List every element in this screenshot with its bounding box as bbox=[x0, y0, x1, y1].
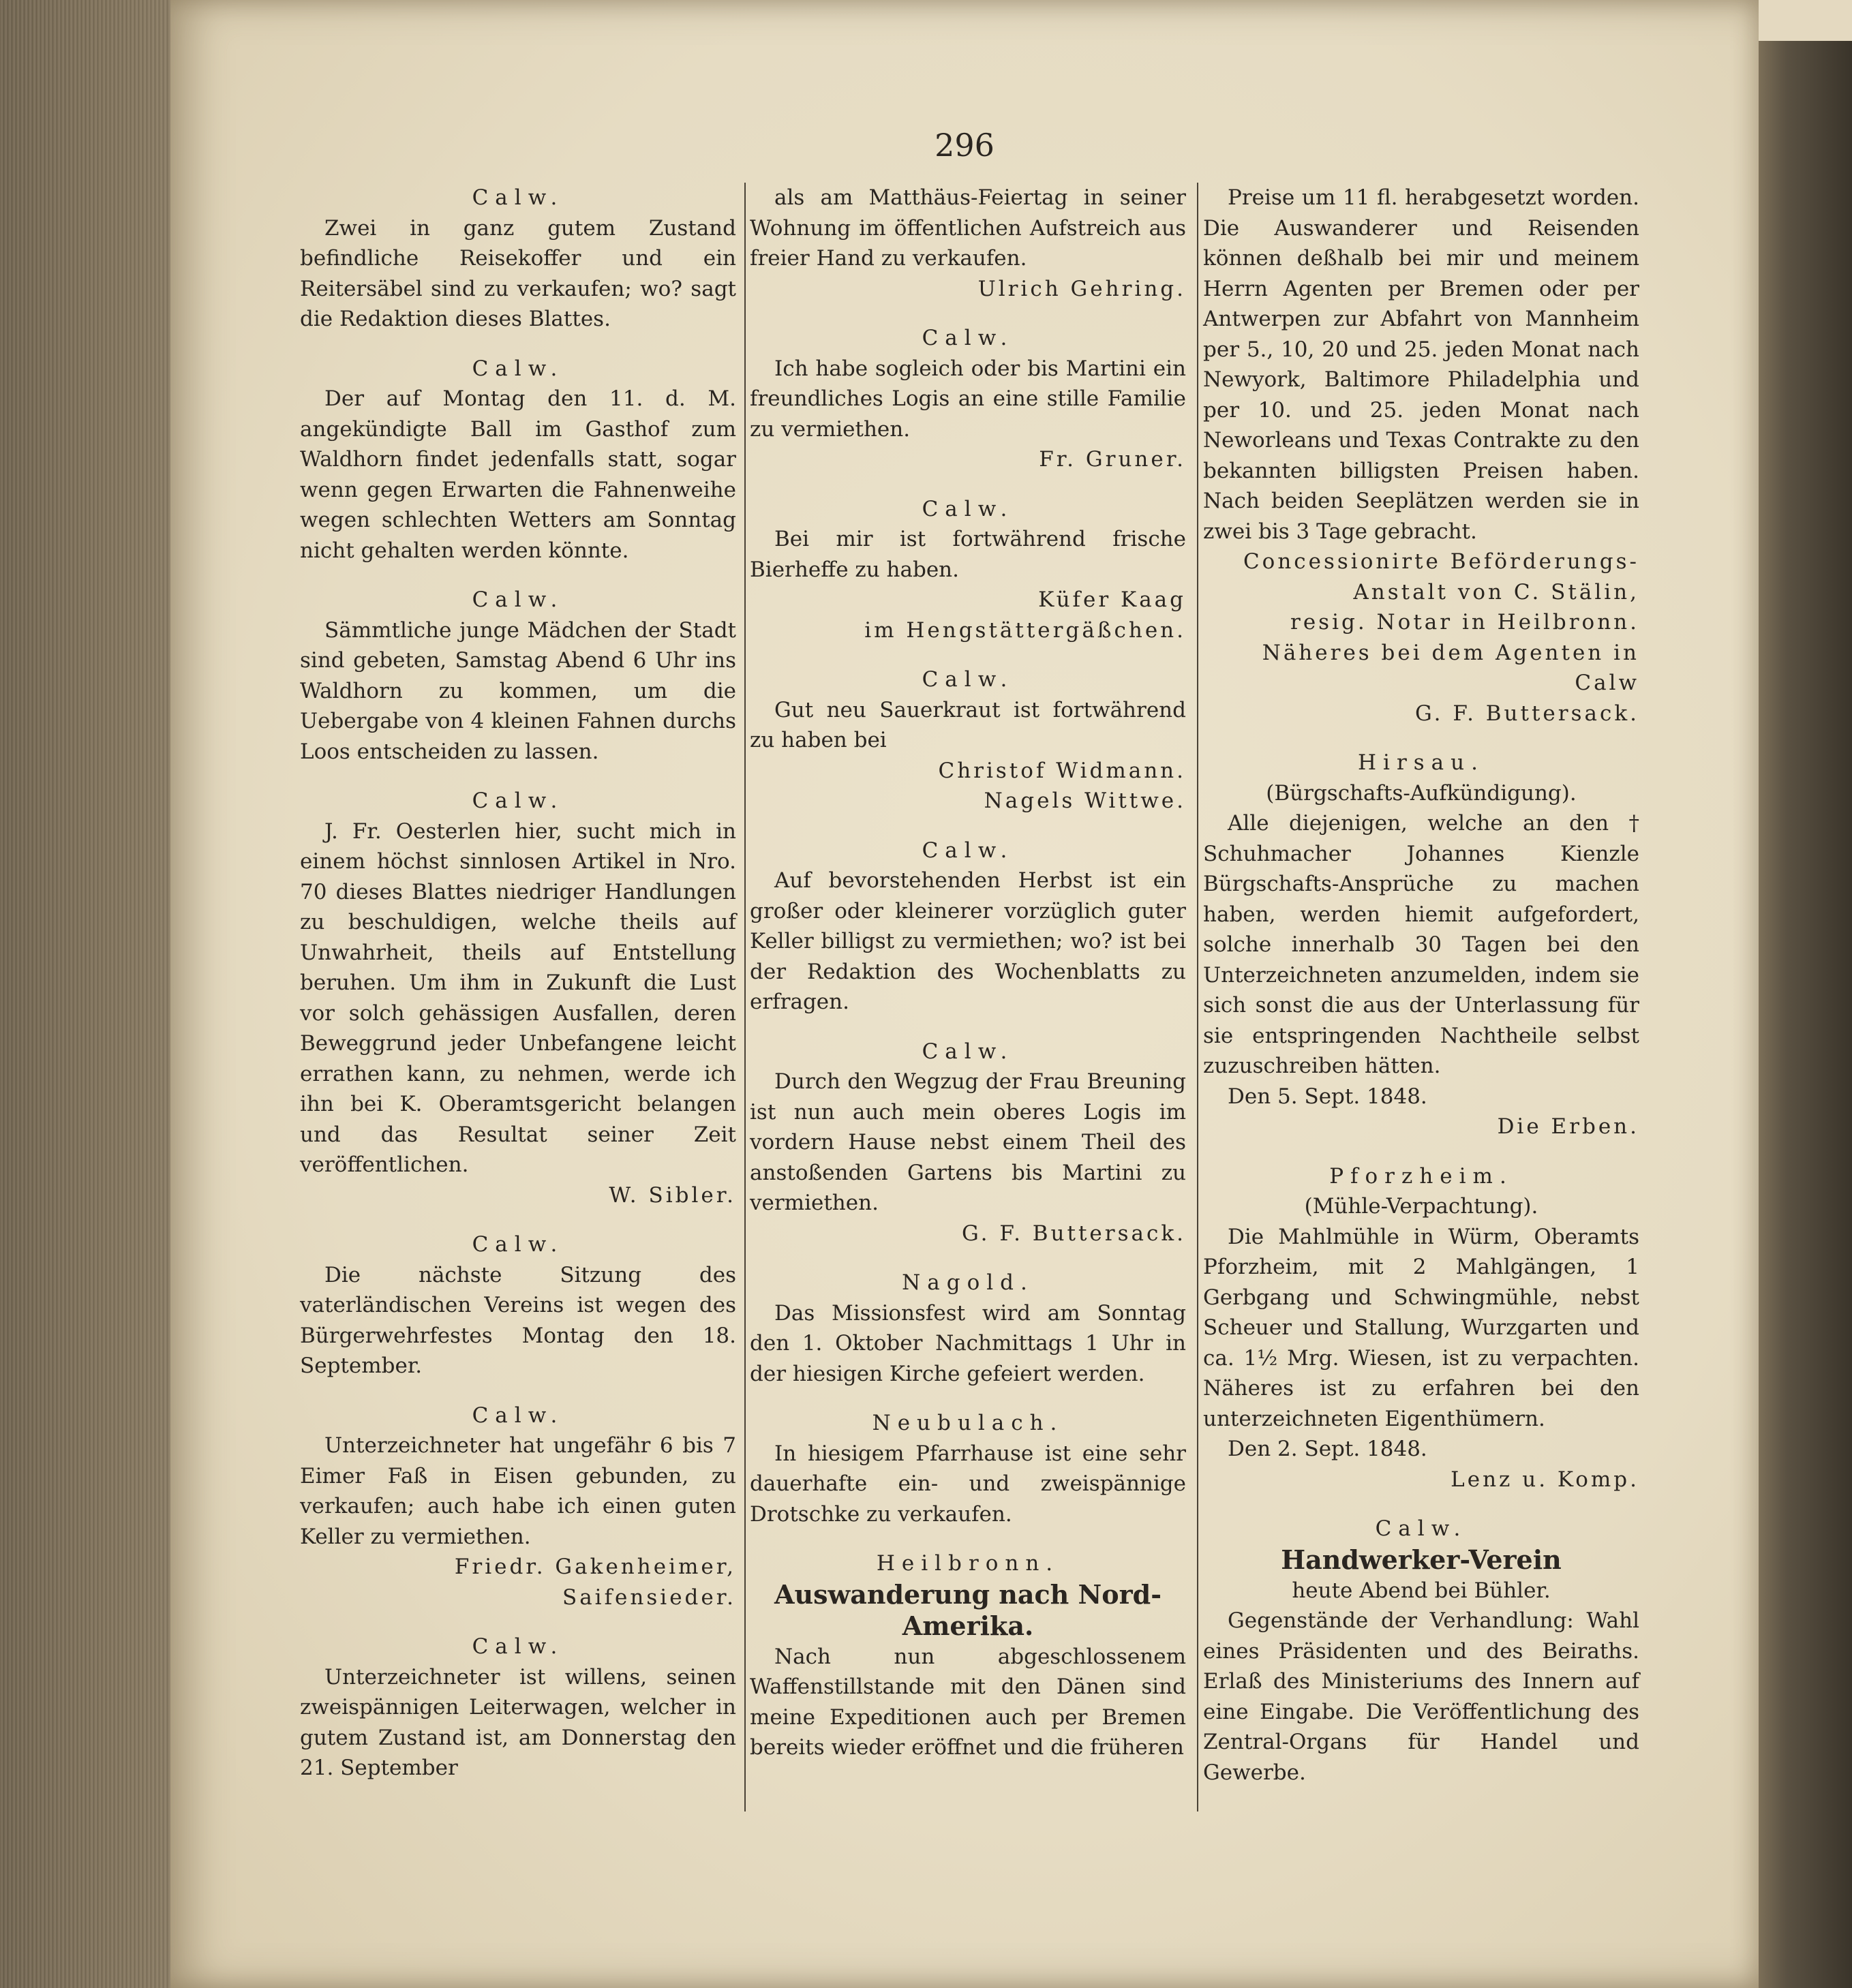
notice bbox=[300, 1401, 736, 1613]
notice-body: Preise um 11 fl. herabgesetzt worden. Die Auswanderer und Reisenden können deßhalb bei mir und meinem Herrn Agenten per Bremen oder per Antwerpen zur Abfahrt von Mannheim per 5., 10, 20 und 25. jeden Monat nach Newyork, Baltimore Philadelphia und per 10. und 25. jeden Monat nach Neworleans und Texas Contrakte zu den bekannten billigsten Preisen haben. Nach beiden Seeplätzen werden sie in zwei bis 3 Tage gebracht. bbox=[1203, 185, 1639, 544]
notice-body: Gegenstände der Verhandlung: Wahl eines Präsidenten und des Beiraths. Erlaß des Ministeriums des Innern auf eine Eingabe. Die Veröffentlichung des Zentral-Organs für Handel und Gewerbe. bbox=[1203, 1608, 1639, 1785]
notice-heading: Heilbronn. bbox=[876, 1551, 1060, 1576]
notice-body: Sämmtliche junge Mädchen der Stadt sind gebeten, Samstag Abend 6 Uhr ins Waldhorn zu kommen, um die Uebergabe von 4 kleinen Fahnen durchs Loos entscheiden zu lassen. bbox=[300, 617, 736, 764]
notice-subtitle: (Mühle-Verpachtung). bbox=[1304, 1194, 1538, 1219]
notice-signature: Näheres bei dem Agenten in Calw bbox=[1262, 640, 1639, 695]
column-rule bbox=[744, 183, 746, 1811]
notice-heading: Calw. bbox=[1375, 1516, 1468, 1541]
notice-signature: Küfer Kaag bbox=[1038, 587, 1186, 612]
notice-subtitle: (Bürgschafts-Aufkündigung). bbox=[1266, 780, 1577, 806]
notice bbox=[750, 494, 1186, 646]
notice-signature: Nagels Wittwe. bbox=[984, 789, 1186, 813]
notice bbox=[750, 1268, 1186, 1389]
notice-heading: Neubulach. bbox=[872, 1411, 1064, 1435]
notice-body: Unterzeichneter hat ungefähr 6 bis 7 Eimer Faß in Eisen gebunden, zu verkaufen; auch habe ich einen guten Keller zu vermiethen. bbox=[300, 1433, 736, 1549]
notice-body: Alle diejenigen, welche an den † Schuhmacher Johannes Kienzle Bürgschafts-Ansprüche zu machen haben, werden hiemit aufgefordert, solche innerhalb 30 Tagen bei den Unterzeichneten anzumelden, indem sie sich sonst die aus der Unterlassung für sie entspringenden Nachtheile selbst zuzuschreiben hätten. bbox=[1203, 811, 1639, 1078]
notice bbox=[750, 183, 1186, 304]
notice-signature: Concessionirte Beförderungs- bbox=[1243, 549, 1639, 574]
notice-body: als am Matthäus-Feiertag in seiner Wohnung im öffentlichen Aufstreich aus freier Hand zu verkaufen. bbox=[750, 185, 1186, 271]
notice-body: Die Mahlmühle in Würm, Oberamts Pforzheim, mit 2 Mahlgängen, 1 Gerbgang und Schwingmühle, nebst Scheuer und Stallung, Wurzgarten und ca. 1½ Mrg. Wiesen, ist zu verpachten. Näheres ist zu erfahren bei den unterzeichneten Eigenthümern. bbox=[1203, 1224, 1639, 1431]
notice-signature: W. Sibler. bbox=[609, 1182, 736, 1208]
notice-body: Das Missionsfest wird am Sonntag den 1. Oktober Nachmittags 1 Uhr in der hiesigen Kirche gefeiert werden. bbox=[750, 1300, 1186, 1386]
notice-heading: Nagold. bbox=[902, 1270, 1034, 1295]
notice-signature: G. F. Buttersack. bbox=[962, 1221, 1186, 1246]
notice-heading: Hirsau. bbox=[1358, 750, 1485, 775]
notice-heading: Calw. bbox=[922, 496, 1014, 521]
notice-signature: Lenz u. Komp. bbox=[1451, 1467, 1639, 1492]
notice-body: In hiesigem Pfarrhause ist eine sehr dauerhafte ein- und zweispännige Drotschke zu verkaufen. bbox=[750, 1441, 1186, 1527]
notice bbox=[300, 1632, 736, 1784]
notice-heading: Calw. bbox=[472, 185, 564, 210]
notice-signature: im Hengstättergäßchen. bbox=[864, 617, 1186, 643]
column-rule bbox=[1197, 183, 1198, 1811]
book-edge bbox=[1759, 41, 1852, 1988]
notice-signature: Saifensieder. bbox=[562, 1585, 736, 1610]
notice-title: Handwerker-Verein bbox=[1281, 1544, 1562, 1575]
notice-heading: Calw. bbox=[472, 1232, 564, 1257]
notice-signature: resig. Notar in Heilbronn. bbox=[1290, 610, 1639, 634]
notice-signature: Christof Widmann. bbox=[938, 758, 1186, 783]
notice-body: Ich habe sogleich oder bis Martini ein freundliches Logis an eine stille Familie zu vermiethen. bbox=[750, 356, 1186, 442]
notice-signature: Fr. Gruner. bbox=[1039, 447, 1186, 472]
notice-heading: Calw. bbox=[472, 1403, 564, 1428]
notice bbox=[300, 354, 736, 566]
notice-title: Auswanderung nach Nord-Amerika. bbox=[774, 1578, 1162, 1641]
notice bbox=[300, 183, 736, 335]
notice-body: Auf bevorstehenden Herbst ist ein großer oder kleinerer vorzüglich guter Keller billigst zu vermiethen; wo? ist bei der Redaktion des Wochenblatts zu erfragen. bbox=[750, 868, 1186, 1014]
notice-heading: Calw. bbox=[922, 326, 1014, 350]
notice-body: Nach nun abgeschlossenem Waffenstillstande mit den Dänen sind meine Expeditionen auch per Bremen bereits wieder eröffnet und die früheren bbox=[750, 1644, 1186, 1760]
notice-body: Zwei in ganz gutem Zustand befindliche Reisekoffer und ein Reitersäbel sind zu verkaufen; wo? sagt die Redaktion dieses Blattes. bbox=[300, 215, 736, 331]
notice-heading: Calw. bbox=[922, 838, 1014, 863]
notice-body: Der auf Montag den 11. d. M. angekündigte Ball im Gasthof zum Waldhorn findet jedenfalls statt, sogar wenn gegen Erwarten die Fahnenweihe wegen schlechten Wetters am Sonntag nicht gehalten werden könnte. bbox=[300, 386, 736, 563]
notice-signature: Friedr. Gakenheimer, bbox=[454, 1555, 736, 1579]
notice-heading: Calw. bbox=[472, 356, 564, 381]
notice bbox=[1203, 748, 1639, 1142]
column-3 bbox=[1203, 183, 1639, 1807]
notice-heading: Calw. bbox=[922, 1039, 1014, 1064]
page-stack-edge bbox=[0, 0, 170, 1988]
notice-heading: Calw. bbox=[472, 1634, 564, 1659]
notice-heading: Calw. bbox=[472, 789, 564, 813]
notice bbox=[1203, 183, 1639, 729]
notice bbox=[1203, 1514, 1639, 1788]
column-1 bbox=[300, 183, 736, 1803]
notice bbox=[300, 786, 736, 1210]
notice-signature: Ulrich Gehring. bbox=[977, 276, 1186, 301]
notice-signature: G. F. Buttersack. bbox=[1415, 701, 1639, 726]
notice bbox=[1203, 1161, 1639, 1495]
notice-signature: Die Erben. bbox=[1497, 1114, 1639, 1139]
notice bbox=[300, 585, 736, 767]
notice-body: Die nächste Sitzung des vaterländischen Vereins ist wegen des Bürgerwehrfestes Montag den 18. September. bbox=[300, 1262, 736, 1378]
notice-body: Gut neu Sauerkraut ist fortwährend zu haben bei bbox=[750, 697, 1186, 752]
notice bbox=[750, 1037, 1186, 1249]
notice-body: J. Fr. Oesterlen hier, sucht mich in einem höchst sinnlosen Artikel in Nro. 70 dieses Blattes niedriger Handlungen zu beschuldigen, welche theils auf Unwahrheit, theils auf Entstellung beruhen. Um ihm in Zukunft die Lust vor solch gehässigen Ausfallen, deren Beweggrund jeder Unbefangene leicht errathen kann, zu nehmen, werde ich ihn bei K. Oberamtsgericht belangen und das Resultat seiner Zeit veröffentlichen. bbox=[300, 819, 736, 1177]
notice-heading: Calw. bbox=[472, 587, 564, 612]
notice bbox=[750, 836, 1186, 1018]
notice-body: Bei mir ist fortwährend frische Bierheffe zu haben. bbox=[750, 527, 1186, 582]
notice bbox=[300, 1229, 736, 1381]
notice bbox=[750, 664, 1186, 816]
notice-signature: Anstalt von C. Stälin, bbox=[1353, 579, 1639, 605]
notice-body: Durch den Wegzug der Frau Breuning ist nun auch mein oberes Logis im vordern Hause nebst einem Theil des anstoßenden Gartens bis Martini zu vermiethen. bbox=[750, 1069, 1186, 1215]
notice-heading: Calw. bbox=[922, 667, 1014, 692]
notice bbox=[750, 1408, 1186, 1529]
notice-date: Den 5. Sept. 1848. bbox=[1228, 1084, 1427, 1109]
notice-body: Unterzeichneter ist willens, seinen zweispännigen Leiterwagen, welcher in gutem Zustand ist, am Donnerstag den 21. September bbox=[300, 1664, 736, 1780]
column-2 bbox=[750, 183, 1186, 1782]
notice bbox=[750, 323, 1186, 475]
notice bbox=[750, 1548, 1186, 1763]
notice-subtitle: heute Abend bei Bühler. bbox=[1292, 1578, 1551, 1603]
notice-heading: Pforzheim. bbox=[1329, 1163, 1513, 1189]
page-number: 296 bbox=[935, 127, 995, 164]
notice-date: Den 2. Sept. 1848. bbox=[1228, 1437, 1427, 1461]
